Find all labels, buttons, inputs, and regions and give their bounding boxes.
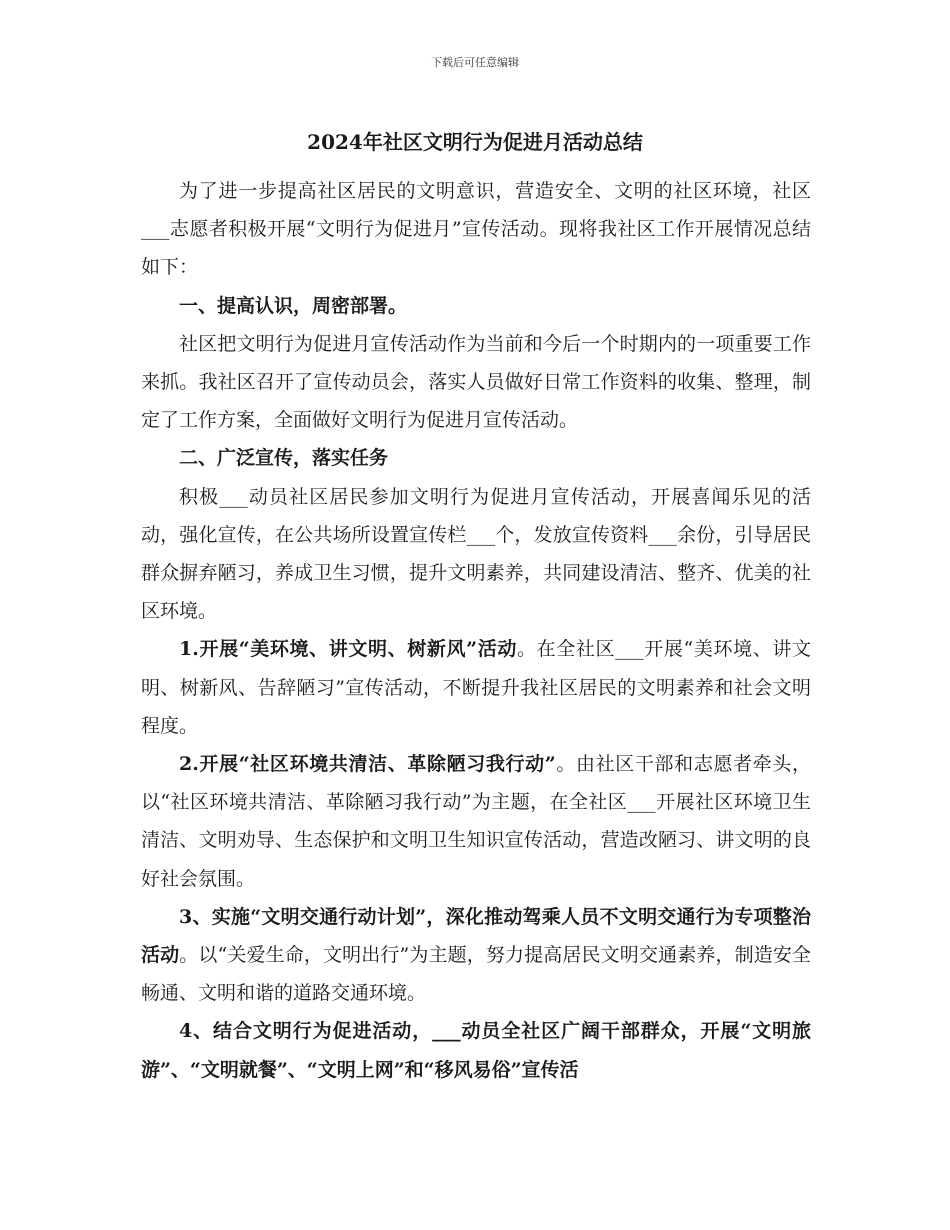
list-item-1-text: 。在全社区___开展“美环境、讲文明、树新风、告辞陋习”宣传活动，不断提升我社区居民的文明素养和社会文明程度。 — [141, 638, 811, 737]
list-item-2 — [141, 745, 811, 898]
list-item-3 — [141, 898, 811, 1013]
list-item-4 — [141, 1012, 811, 1088]
list-item-1-heading: 1.开展“美环境、讲文明、树新风”活动 — [179, 638, 517, 661]
section-1-paragraph: 社区把文明行为促进月宣传活动作为当前和今后一个时期内的一项重要工作来抓。我社区召开了宣传动员会，落实人员做好日常工作资料的收集、整理，制定了工作方案，全面做好文明行为促进月宣传活动。 — [141, 332, 811, 432]
list-item-1 — [141, 630, 811, 745]
document-title: 2024年社区文明行为促进月活动总结 — [307, 130, 643, 154]
section-heading-1: 一、提高认识，周密部署。 — [179, 294, 408, 317]
list-item-2-text: 。由社区干部和志愿者牵头，以“社区环境共清洁、革除陋习我行动”为主题，在全社区___开展社区环境卫生清洁、文明劝导、生态保护和文明卫生知识宣传活动，营造改陋习、讲文明的良好社会氛围。 — [141, 753, 811, 890]
list-item-3-text: 。以“关爱生命，文明出行”为主题，努力提高居民文明交通素养，制造安全畅通、文明和谐的道路交通环境。 — [141, 944, 811, 1005]
list-item-2-heading: 2.开展“社区环境共清洁、革除陋习我行动” — [179, 753, 556, 776]
section-heading-2: 二、广泛宣传，落实任务 — [179, 447, 389, 470]
page-header-note: 下载后可任意编辑 — [431, 56, 519, 69]
document-body — [141, 172, 811, 1089]
intro-paragraph: 为了进一步提高社区居民的文明意识，营造安全、文明的社区环境，社区___志愿者积极开展“文明行为促进月”宣传活动。现将我社区工作开展情况总结如下： — [141, 180, 811, 279]
list-item-4-heading: 4、结合文明行为促进活动，___动员全社区广阔干部群众，开展“文明旅游”、“文明就餐”、“文明上网”和“移风易俗”宣传活 — [141, 1020, 811, 1081]
list-item-3-heading: 3、实施“文明交通行动计划”，深化推动驾乘人员不文明交通行为专项整治活动 — [141, 905, 811, 967]
section-2-paragraph: 积极___动员社区居民参加文明行为促进月宣传活动，开展喜闻乐见的活动，强化宣传，在公共场所设置宣传栏___个，发放宣传资料___余份，引导居民群众摒弃陋习，养成卫生习惯，提升文明素养，共同建设清洁、整齐、优美的社区环境。 — [141, 485, 811, 623]
